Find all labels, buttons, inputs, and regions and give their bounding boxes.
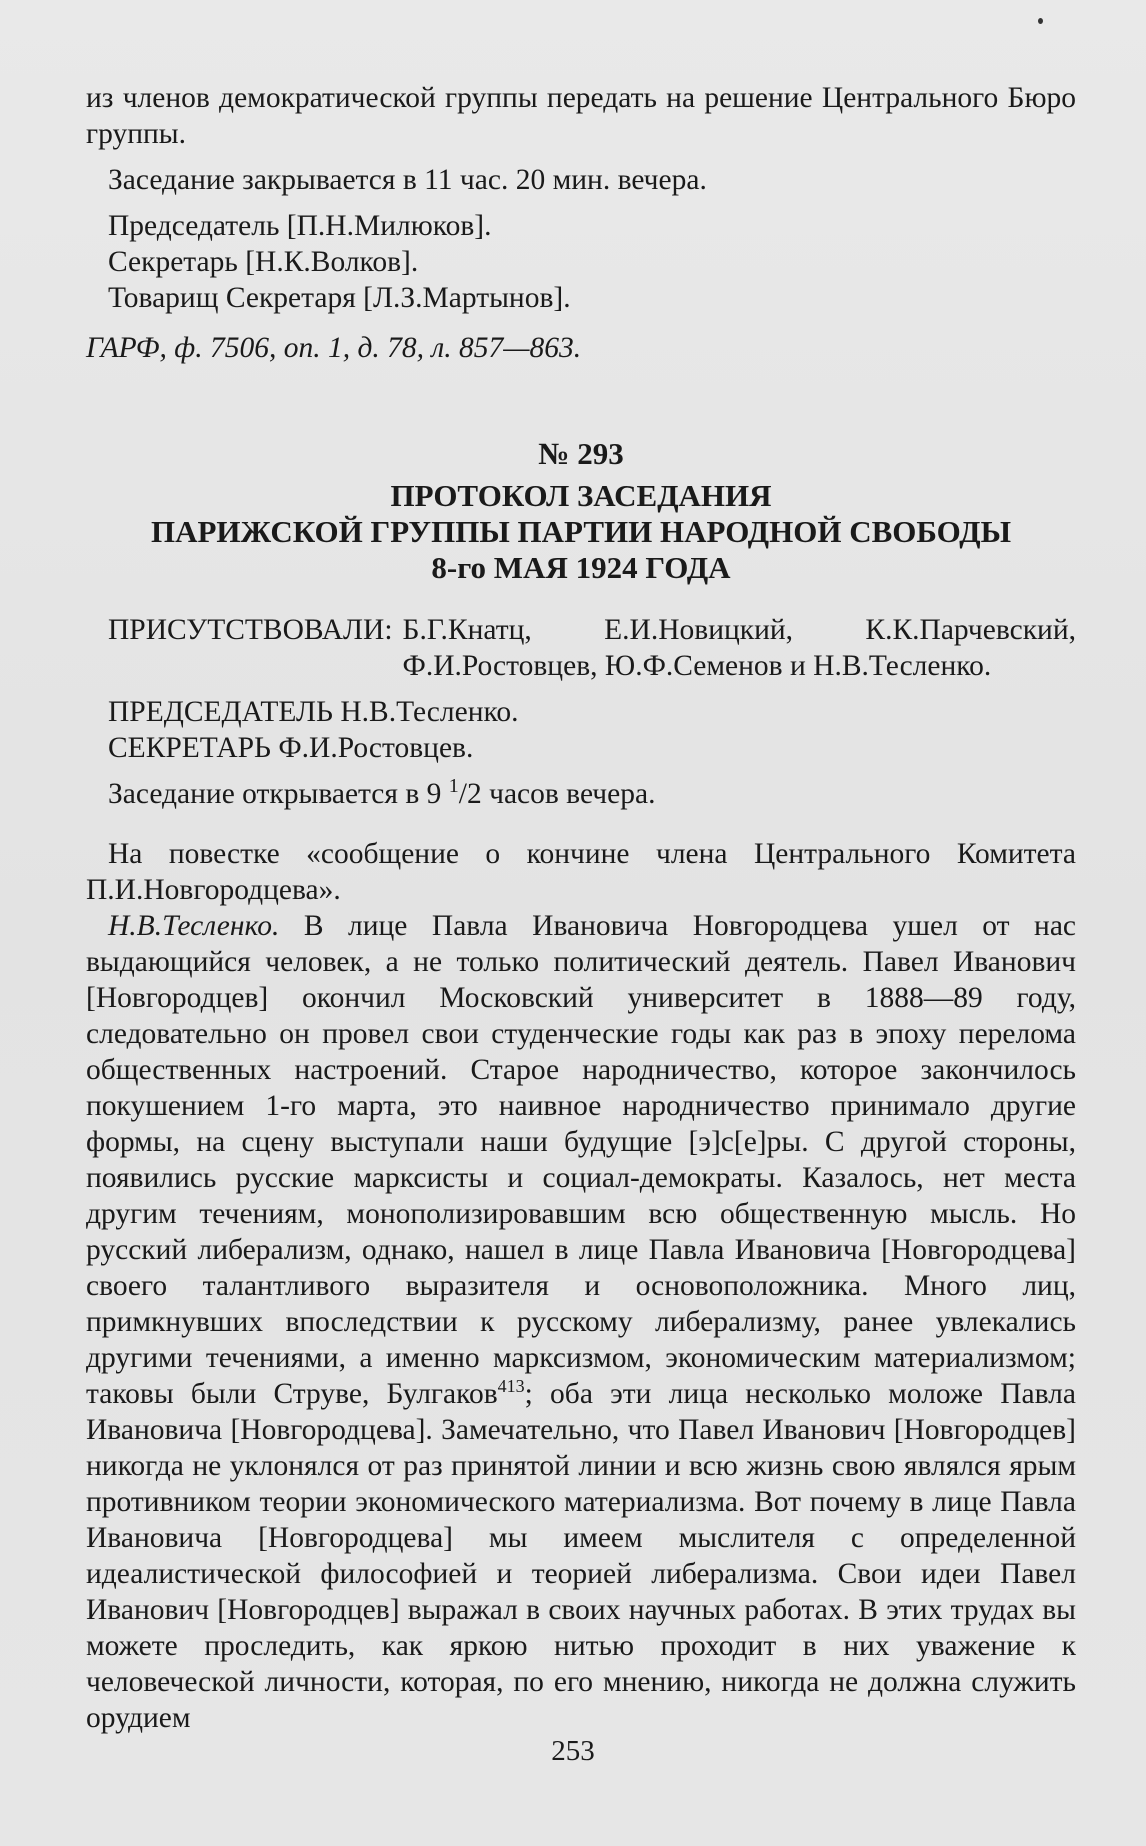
opening-fraction: $^1$/2 xyxy=(448,775,482,810)
secretary-line: Секретарь [Н.К.Волков]. xyxy=(108,246,419,278)
closing-line: Заседание закрывается в 11 час. 20 мин. вечера. xyxy=(108,164,707,196)
attendees-names: Б.Г.Кнатц, Е.И.Новицкий, К.К.Парчевский, Ф.И.Ростовцев, Ю.Ф.Семенов и Н.В.Тесленко. xyxy=(402,614,1076,682)
page-body xyxy=(86,80,1076,1736)
title-line-2: ПАРИЖСКОЙ ГРУППЫ ПАРТИИ НАРОДНОЙ СВОБОДЫ xyxy=(150,514,1012,549)
archive-reference: ГАРФ, ф. 7506, оп. 1, д. 78, л. 857—863. xyxy=(86,332,582,364)
opening-text-end: часов вечера. xyxy=(489,778,656,810)
speaker-name: Н.В.Тесленко. xyxy=(108,910,280,942)
intro-paragraph: из членов демократической группы передать на решение Центрального Бюро группы. xyxy=(86,82,1076,150)
secretary-record-line: СЕКРЕТАРЬ Ф.И.Ростовцев. xyxy=(108,732,474,764)
chairman-line: ПРЕДСЕДАТЕЛЬ Н.В.Тесленко. xyxy=(108,696,519,728)
opening-line xyxy=(86,776,1076,812)
title-line-1: ПРОТОКОЛ ЗАСЕДАНИЯ xyxy=(390,478,772,513)
attendees-label: ПРИСУТСТВОВАЛИ: xyxy=(108,614,393,646)
fraction-numerator: 1 xyxy=(448,775,459,798)
document-title xyxy=(86,478,1076,586)
deputy-secretary-line: Товарищ Секретаря [Л.З.Мартынов]. xyxy=(108,282,571,314)
agenda-paragraph: На повестке «сообщение о кончине члена Центрального Комитета П.И.Новгородцева». xyxy=(86,838,1076,906)
opening-text: Заседание открывается в 9 xyxy=(108,778,442,810)
attendees-block xyxy=(86,612,1076,684)
speech-text-2: ; оба эти лица несколько моложе Павла Ивановича [Новгородцева]. Замечательно, что Павел Иванович [Новгородцев] никогда не уклонялся от раз принятой линии и всю жизнь свою являлся ярым противником теории экономического материализма. Вот почему в лице Павла Ивановича [Новгородцева] мы имеем мыслителя с определенной идеалистической философией и теорией либерализма. Свои идеи Павел Иванович [Новгородцев] выражал в своих научных работах. В этих трудах вы можете проследить, как яркою нитью проходит в них уважение к человеческой личности, которая, по его мнению, никогда не должна служить орудием xyxy=(86,1378,1076,1734)
footnote-reference: 413 xyxy=(497,1376,525,1397)
speech-paragraph xyxy=(86,908,1076,1736)
fraction-denominator: 2 xyxy=(466,778,482,810)
print-speck xyxy=(1038,18,1043,24)
speech-text-1: В лице Павла Ивановича Новгородцева ушел от нас выдающийся человек, а не только политический деятель. Павел Иванович [Новгородцев] окончил Московский университет в 1888—89 году, следовательно он провел свои студенческие годы как раз в эпоху перелома общественных настроений. Старое народничество, которое закончилось покушением 1-го марта, это наивное народничество принимало другие формы, на сцену выступали наши будущие [э]с[е]ры. С другой стороны, появились русские марксисты и социал-демократы. Казалось, нет места другим течениям, монополизировавшим всю общественную мысль. Но русский либерализм, однако, нашел в лице Павла Ивановича [Новгородцева] своего талантливого выразителя и основоположника. Много лиц, примкнувших впоследствии к русскому либерализму, ранее увлекались другими течениями, а именно марксизмом, экономическим материализмом; таковы были Струве, Булгаков xyxy=(86,910,1077,1410)
document-number: № 293 xyxy=(538,436,624,471)
title-line-3: 8-го МАЯ 1924 ГОДА xyxy=(431,550,731,585)
page-number: 253 xyxy=(551,1735,595,1767)
chair-line: Председатель [П.Н.Милюков]. xyxy=(108,210,492,242)
